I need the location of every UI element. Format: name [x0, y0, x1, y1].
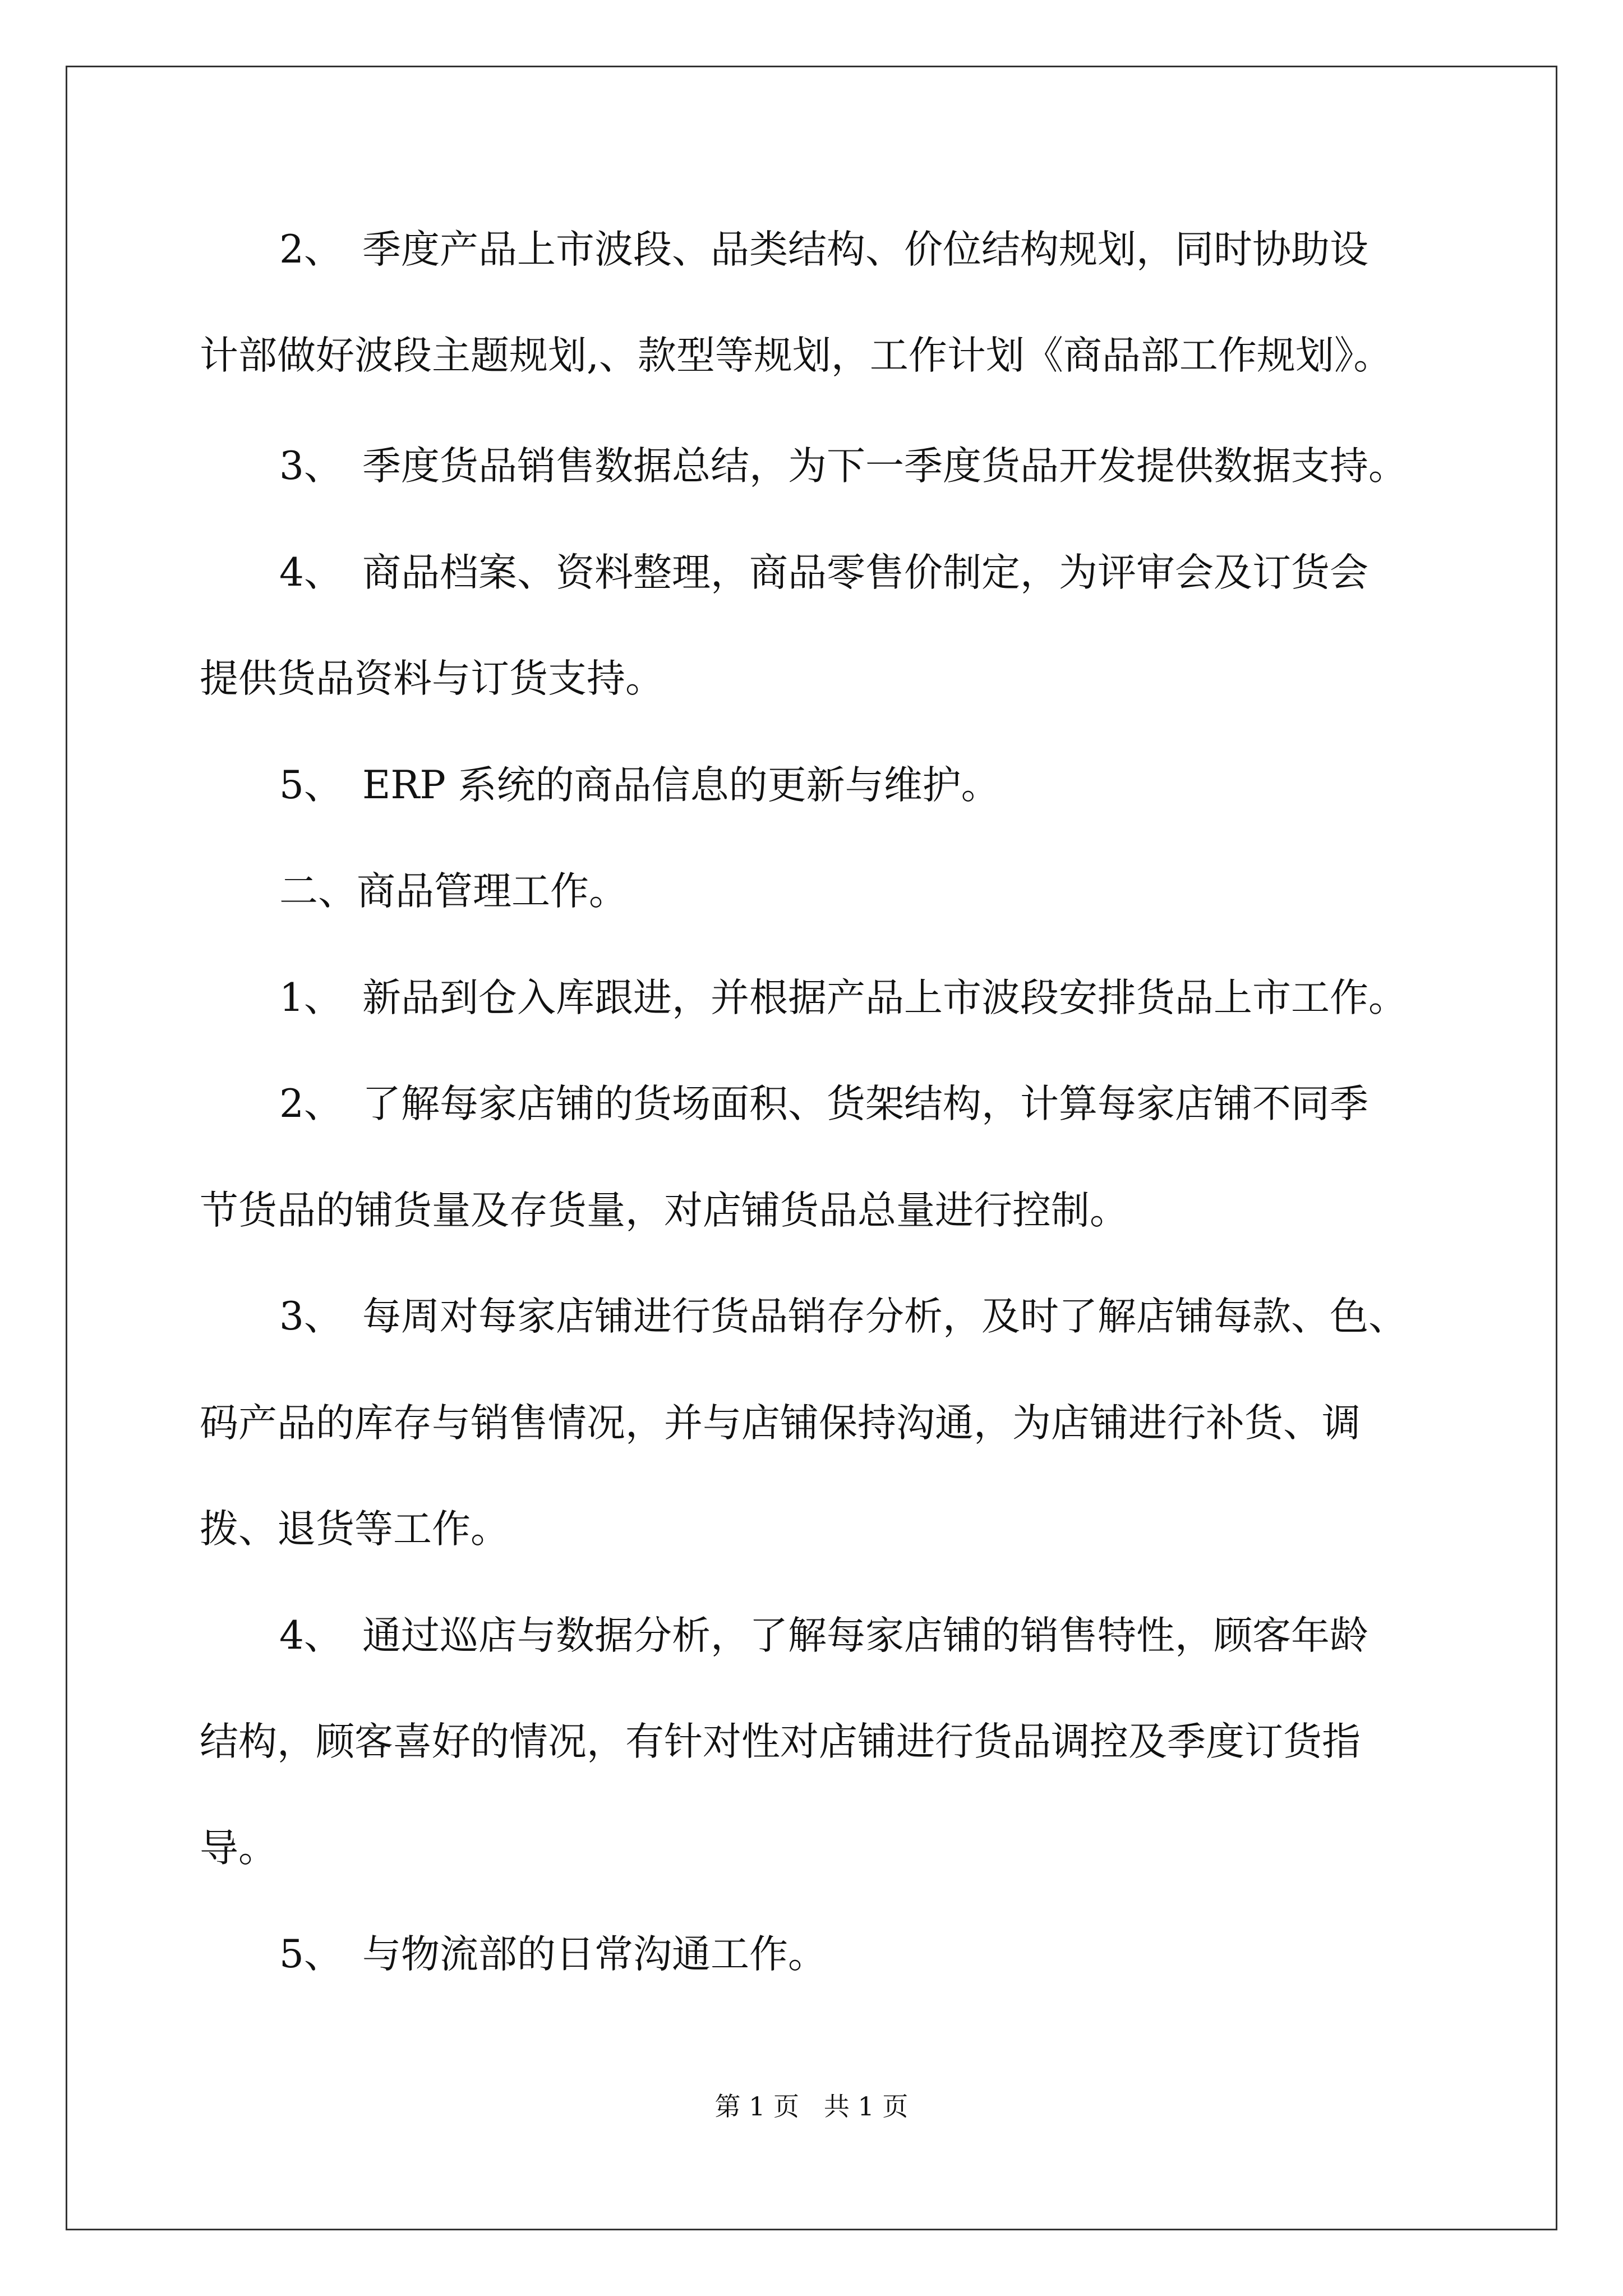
page-border: [66, 66, 1557, 2230]
list-item-2: [279, 1082, 1368, 1126]
item-text: 拨、退货等工作。: [200, 1507, 509, 1552]
item-text: ERP 系统的商品信息的更新与维护。: [362, 763, 1000, 808]
section-heading: [279, 869, 628, 914]
item-number: 3、: [279, 1294, 343, 1339]
list-item-2-continued: [200, 333, 1392, 378]
item-number: 3、: [279, 444, 343, 489]
item-text: 导。: [200, 1826, 277, 1871]
list-item-3-continued: [200, 1401, 1361, 1446]
list-item-1: [279, 976, 1407, 1020]
item-text: 结构，顾客喜好的情况，有针对性对店铺进行货品调控及季度订货指: [200, 1719, 1361, 1764]
list-item-4-continued: [200, 1826, 277, 1871]
item-text: 提供货品资料与订货支持。: [200, 656, 664, 701]
item-number: 1、: [279, 976, 343, 1020]
item-number: 5、: [279, 763, 343, 808]
item-text: 商品档案、资料整理，商品零售价制定，为评审会及订货会: [362, 550, 1368, 595]
item-text: 季度产品上市波段、品类结构、价位结构规划，同时协助设: [362, 227, 1368, 272]
list-item-2-continued: [200, 1188, 1128, 1233]
section-title: 二、商品管理工作。: [279, 869, 628, 914]
list-item-4-continued: [200, 656, 664, 701]
item-number: 2、: [279, 1082, 343, 1126]
list-item-3: [279, 444, 1407, 489]
item-number: 4、: [279, 550, 343, 595]
list-item-4: [279, 550, 1368, 595]
item-text: 计部做好波段主题规划,、款型等规划，工作计划《商品部工作规划》。: [200, 333, 1393, 378]
list-item-3-continued: [200, 1507, 509, 1552]
list-item-2: [279, 227, 1368, 272]
item-text: 季度货品销售数据总结，为下一季度货品开发提供数据支持。: [362, 444, 1407, 489]
list-item-4: [279, 1613, 1368, 1658]
page-footer: 第 1 页 共 1 页: [714, 2091, 909, 2122]
item-number: 4、: [279, 1613, 343, 1658]
list-item-4-continued: [200, 1719, 1361, 1764]
item-text: 通过巡店与数据分析，了解每家店铺的销售特性，顾客年龄: [362, 1613, 1368, 1658]
item-text: 码产品的库存与销售情况，并与店铺保持沟通，为店铺进行补货、调: [200, 1401, 1361, 1446]
item-number: 2、: [279, 227, 343, 272]
list-item-5: [279, 763, 1000, 808]
item-number: 5、: [279, 1932, 343, 1977]
item-text: 新品到仓入库跟进，并根据产品上市波段安排货品上市工作。: [362, 976, 1407, 1020]
list-item-3: [279, 1294, 1407, 1339]
list-item-5: [279, 1932, 827, 1977]
item-text: 了解每家店铺的货场面积、货架结构，计算每家店铺不同季: [362, 1082, 1368, 1126]
item-text: 每周对每家店铺进行货品销存分析，及时了解店铺每款、色、: [362, 1294, 1407, 1339]
item-text: 与物流部的日常沟通工作。: [362, 1932, 827, 1977]
item-text: 节货品的铺货量及存货量，对店铺货品总量进行控制。: [200, 1188, 1128, 1233]
